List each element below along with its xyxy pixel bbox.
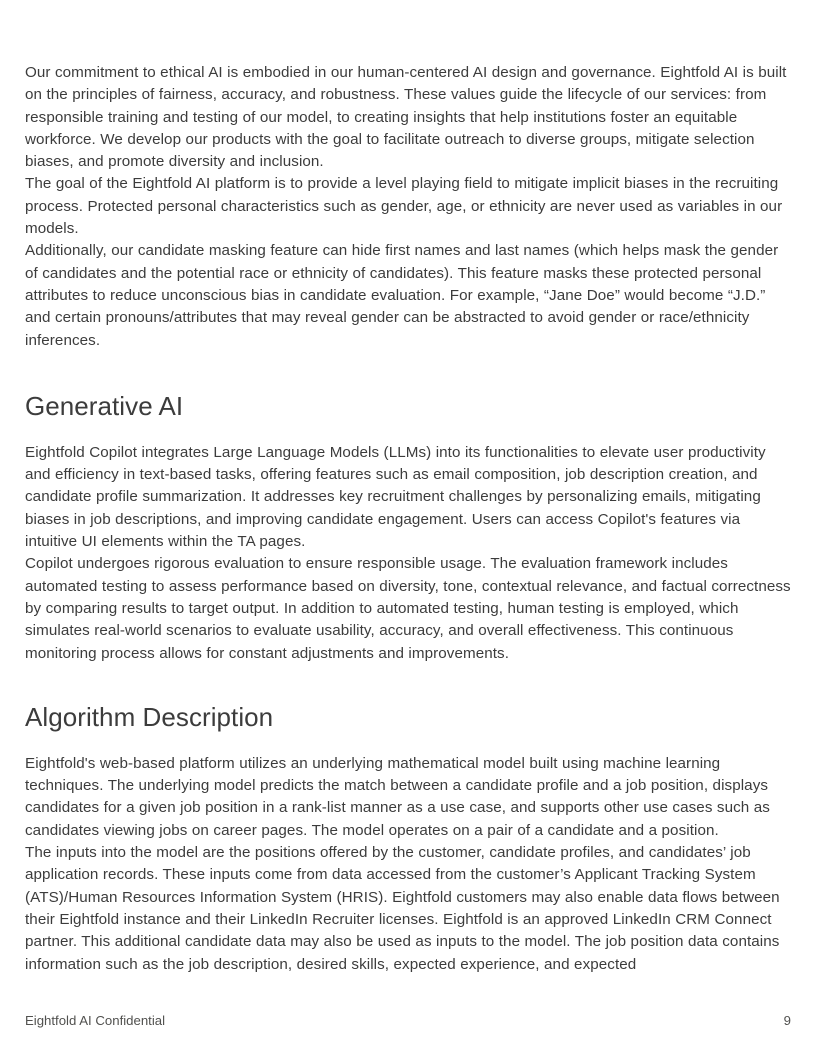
page-content bbox=[25, 62, 791, 976]
paragraph-copilot-evaluation: Copilot undergoes rigorous evaluation to ensure responsible usage. The evaluation framework includes automated testing to assess performance based on diversity, tone, contextual relevance, and factual correctness by comparing results to target output. In addition to automated testing, human testing is employed, which simulates real-world scenarios to evaluate usability, accuracy, and overall effectiveness. This continuous monitoring process allows for constant adjustments and improvements. bbox=[25, 555, 791, 662]
footer-confidentiality-notice: Eightfold AI Confidential bbox=[25, 1013, 166, 1028]
footer-page-number: 9 bbox=[783, 1013, 791, 1028]
section-heading-generative-ai: Generative AI bbox=[25, 390, 184, 421]
paragraph-model-inputs: The inputs into the model are the positions offered by the customer, candidate profiles, and candidates’ job application records. These inputs come from data accessed from the customer’s Applicant Tracking System (ATS)/Human Resources Information System (HRIS). Eightfold customers may also enable data flows between their Eightfold instance and their LinkedIn Recruiter licenses. Eightfold is an approved LinkedIn CRM Connect partner. This additional candidate data may also be used as inputs to the model. The job position data contains information such as the job description, desired skills, expected experience, and expected bbox=[25, 844, 780, 973]
paragraph-copilot-llm: Eightfold Copilot integrates Large Language Models (LLMs) into its functionalities to elevate user productivity and efficiency in text-based tasks, offering features such as email composition, job description creation, and candidate profile summarization. It addresses key recruitment challenges by personalizing emails, mitigating biases in job descriptions, and improving candidate engagement. Users can access Copilot's features via intuitive UI elements within the TA pages. bbox=[25, 443, 766, 551]
paragraph-platform-goal: The goal of the Eightfold AI platform is to provide a level playing field to mitigate implicit biases in the recruiting process. Protected personal characteristics such as gender, age, or ethnicity are never used as variables in our models. bbox=[25, 175, 783, 238]
paragraph-candidate-masking: Additionally, our candidate masking feature can hide first names and last names (which helps mask the gender of candidates and the potential race or ethnicity of candidates). This feature masks these protected personal attributes to reduce unconscious bias in candidate evaluation. For example, “Jane Doe” would become “J.D.” and certain pronouns/attributes that may reveal gender can be abstracted to avoid gender or race/ethnicity inferences. bbox=[25, 242, 779, 349]
section-heading-algorithm-description: Algorithm Description bbox=[25, 701, 274, 732]
paragraph-ethical-ai-commitment: Our commitment to ethical AI is embodied in our human-centered AI design and governance. Eightfold AI is built on the principles of fairness, accuracy, and robustness. These values guide the lifecycle of our services: from responsible training and testing of our model, to creating insights that help institutions foster an equitable workforce. We develop our products with the goal to facilitate outreach to diverse groups, mitigate selection biases, and promote diversity and inclusion. bbox=[25, 64, 787, 171]
page-footer bbox=[25, 1012, 791, 1030]
paragraph-platform-model: Eightfold's web-based platform utilizes an underlying mathematical model built using machine learning techniques. The underlying model predicts the match between a candidate profile and a job position, displays candidates for a given job position in a rank-list manner as a use case, and supports other use cases such as candidates viewing jobs on career pages. The model operates on a pair of a candidate and a position. bbox=[25, 754, 770, 839]
